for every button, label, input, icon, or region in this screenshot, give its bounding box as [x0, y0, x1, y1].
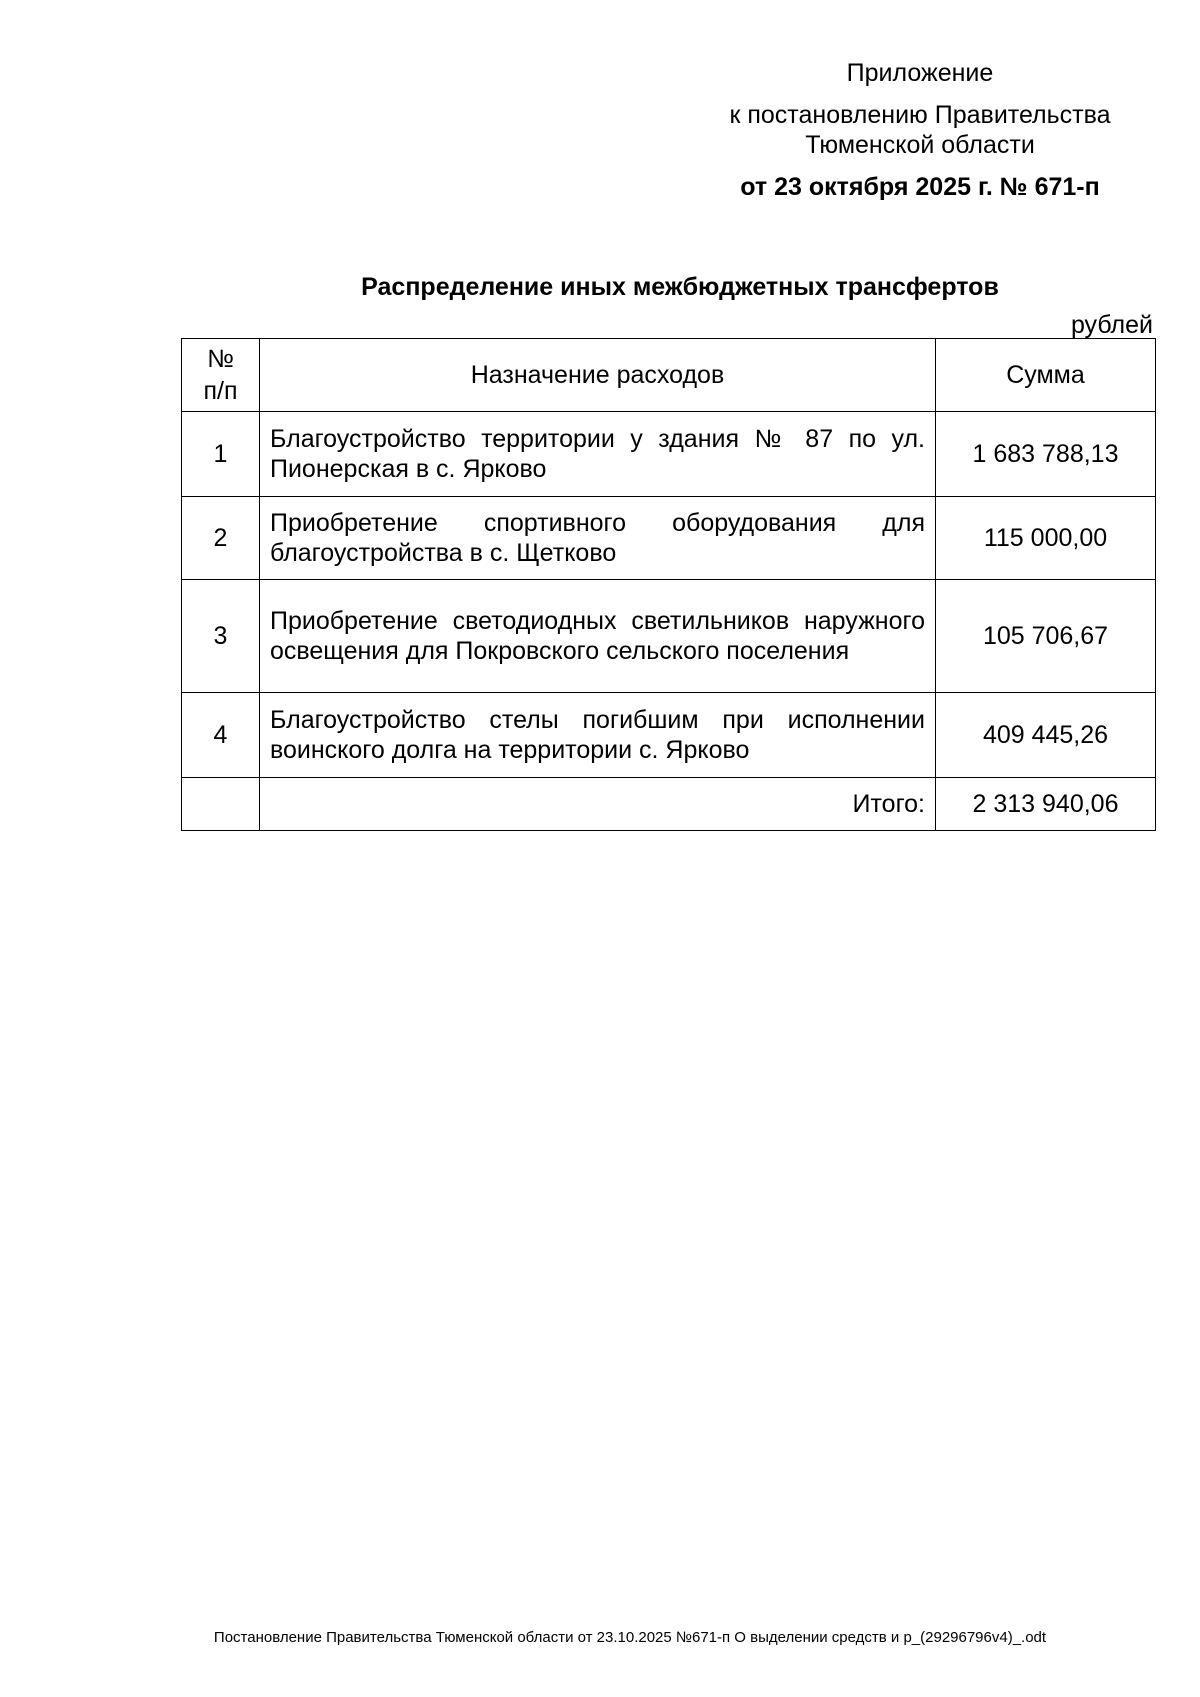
table-row [182, 693, 1156, 778]
header-amount: Сумма [936, 339, 1156, 412]
appendix-reference-line2: Тюменской области [805, 131, 1035, 159]
header-number-line2: п/п [203, 377, 238, 405]
row-description: Приобретение светодиодных светильников наружного освещения для Покровского сельского поселения [260, 580, 936, 693]
row-number: 4 [182, 693, 260, 778]
header-description: Назначение расходов [260, 339, 936, 412]
row-number: 2 [182, 497, 260, 580]
row-amount: 115 000,00 [936, 497, 1156, 580]
appendix-reference-line1: к постановлению Правительства [729, 101, 1111, 129]
appendix-date-number: от 23 октября 2025 г. № 671-п [740, 173, 1100, 201]
total-amount: 2 313 940,06 [936, 778, 1156, 831]
row-amount: 409 445,26 [936, 693, 1156, 778]
row-amount: 1 683 788,13 [936, 412, 1156, 497]
appendix-reference [660, 100, 1180, 160]
page-footer: Постановление Правительства Тюменской области от 23.10.2025 №671-п О выделении средств и р_(29296796v4)_.odt [213, 1629, 1047, 1646]
row-number: 3 [182, 580, 260, 693]
table-header-row [182, 339, 1156, 412]
header-number [182, 339, 260, 412]
row-number: 1 [182, 412, 260, 497]
total-label: Итого: [260, 778, 936, 831]
transfers-table [181, 338, 1156, 831]
appendix-title: Приложение [846, 59, 994, 87]
total-empty-cell [182, 778, 260, 831]
row-description: Благоустройство стелы погибшим при исполнении воинского долга на территории с. Ярково [260, 693, 936, 778]
row-description: Благоустройство территории у здания № 87 по ул. Пионерская в с. Ярково [260, 412, 936, 497]
units-label: рублей [1070, 311, 1153, 339]
table-total-row [182, 778, 1156, 831]
document-title: Распределение иных межбюджетных трансфертов [361, 273, 999, 301]
table-row [182, 497, 1156, 580]
table-row [182, 580, 1156, 693]
header-number-line1: № [207, 345, 234, 373]
row-amount: 105 706,67 [936, 580, 1156, 693]
row-description: Приобретение спортивного оборудования для благоустройства в с. Щетково [260, 497, 936, 580]
table-row [182, 412, 1156, 497]
